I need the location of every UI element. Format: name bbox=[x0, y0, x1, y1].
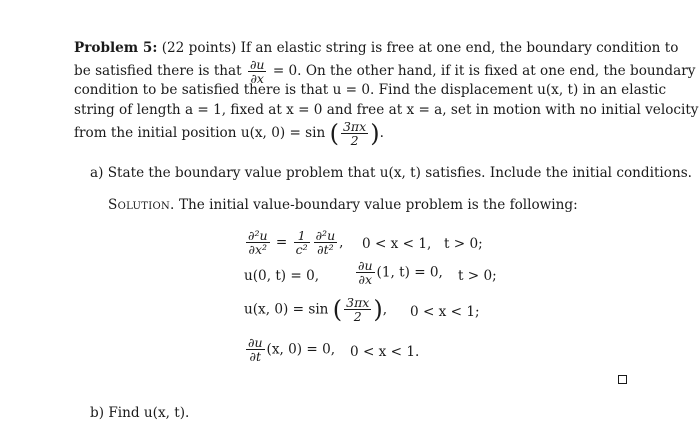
bc-left: u(0, t) = 0, bbox=[244, 268, 320, 284]
ic1-den: 2 bbox=[353, 309, 362, 324]
ic-position: u(x, 0) = sin ( $\frac{3\pi x}{2}$ ), bbox=[244, 295, 388, 324]
bc-time: t > 0; bbox=[458, 268, 497, 284]
bc-right bbox=[354, 259, 443, 286]
ic2-tail: (x, 0) = 0, bbox=[266, 341, 336, 358]
pde-time: t > 0; bbox=[444, 236, 483, 252]
pde-rhs-num: ∂²u bbox=[315, 228, 336, 243]
solution-text: The initial value-boundary value problem is the following: bbox=[178, 197, 578, 213]
problem-line-3 bbox=[74, 80, 667, 100]
ic-den: 2 bbox=[350, 133, 359, 148]
bc-right-num: ∂u bbox=[358, 258, 373, 273]
part-b-question: b) Find u(x, t). bbox=[90, 405, 190, 421]
ic-num: 3πx bbox=[342, 119, 367, 134]
problem-line-5: from the initial position u(x, 0) = sin ( $\frac{3\pi x}{2}$ ). bbox=[74, 119, 384, 148]
problem-line-4 bbox=[74, 100, 699, 120]
initial-position-fraction bbox=[341, 120, 368, 147]
pde-lhs-num: ∂²u bbox=[248, 228, 268, 243]
ic2-fraction bbox=[246, 336, 265, 363]
bc-right-den: ∂x bbox=[358, 272, 373, 287]
problem-line-3-text: condition to be satisfied there is that u = 0. Find the displacement u(x, t) in an elastic bbox=[74, 82, 667, 98]
pde-lhs-den: ∂x² bbox=[248, 242, 268, 257]
ic1-num: 3πx bbox=[346, 295, 370, 310]
pde-rhs-den: ∂t² bbox=[317, 242, 334, 257]
pde-coef-fraction bbox=[294, 229, 310, 256]
bc-right-tail: (1, t) = 0, bbox=[376, 264, 443, 281]
ic-velocity bbox=[244, 336, 335, 363]
right-paren: ) bbox=[370, 119, 380, 148]
pde-domain: 0 < x < 1, bbox=[362, 236, 432, 252]
pde-equation: $\frac{\text{∂²u}}{\text{∂x²}}$ = $\frac{1}{\text{c²}}$ $\frac{\text{∂²u}}{\text{∂t²}}$ , bbox=[248, 228, 344, 257]
problem-line-5-text: from the initial position u(x, 0) = sin bbox=[74, 125, 326, 141]
problem-line-1-text: (22 points) If an elastic string is free at one end, the boundary condition to bbox=[161, 40, 679, 56]
ic1-domain: 0 < x < 1; bbox=[410, 304, 480, 320]
pde-coef-num: 1 bbox=[294, 229, 310, 243]
ic1-lhs: u(x, 0) = sin bbox=[244, 301, 329, 318]
problem-label: Problem 5: bbox=[74, 40, 158, 56]
problem-statement bbox=[74, 38, 699, 150]
pde-rhs-fraction bbox=[314, 229, 338, 256]
ic1-right-paren: ) bbox=[373, 295, 383, 324]
qed-box-icon bbox=[618, 375, 627, 384]
ic2-domain: 0 < x < 1. bbox=[350, 344, 420, 360]
solution-label: Solution. bbox=[108, 197, 175, 213]
part-a-question: a) State the boundary value problem that u(x, t) satisfies. Include the initial conditions. bbox=[90, 165, 692, 181]
bc-right-fraction bbox=[356, 259, 375, 286]
ic1-fraction bbox=[344, 296, 371, 323]
problem-line-2-pre: be satisfied there is that bbox=[74, 63, 242, 79]
solution-intro bbox=[108, 195, 578, 215]
ic1-left-paren: ( bbox=[332, 295, 343, 324]
pde-coef-den: c² bbox=[295, 242, 308, 257]
pde-lhs-fraction bbox=[246, 229, 270, 256]
ic2-num: ∂u bbox=[248, 335, 263, 350]
left-paren: ( bbox=[329, 119, 339, 148]
problem-line-2 bbox=[74, 57, 696, 86]
frac-den: ∂x bbox=[250, 71, 264, 86]
ic2-den: ∂t bbox=[249, 349, 261, 364]
problem-line-1 bbox=[74, 38, 679, 58]
problem-line-2-post: = 0. On the other hand, if it is fixed at one end, the boundary bbox=[272, 63, 696, 79]
frac-num: ∂u bbox=[249, 57, 265, 72]
problem-line-4-text: string of length a = 1, fixed at x = 0 and free at x = a, set in motion with no initial velocity bbox=[74, 102, 699, 118]
